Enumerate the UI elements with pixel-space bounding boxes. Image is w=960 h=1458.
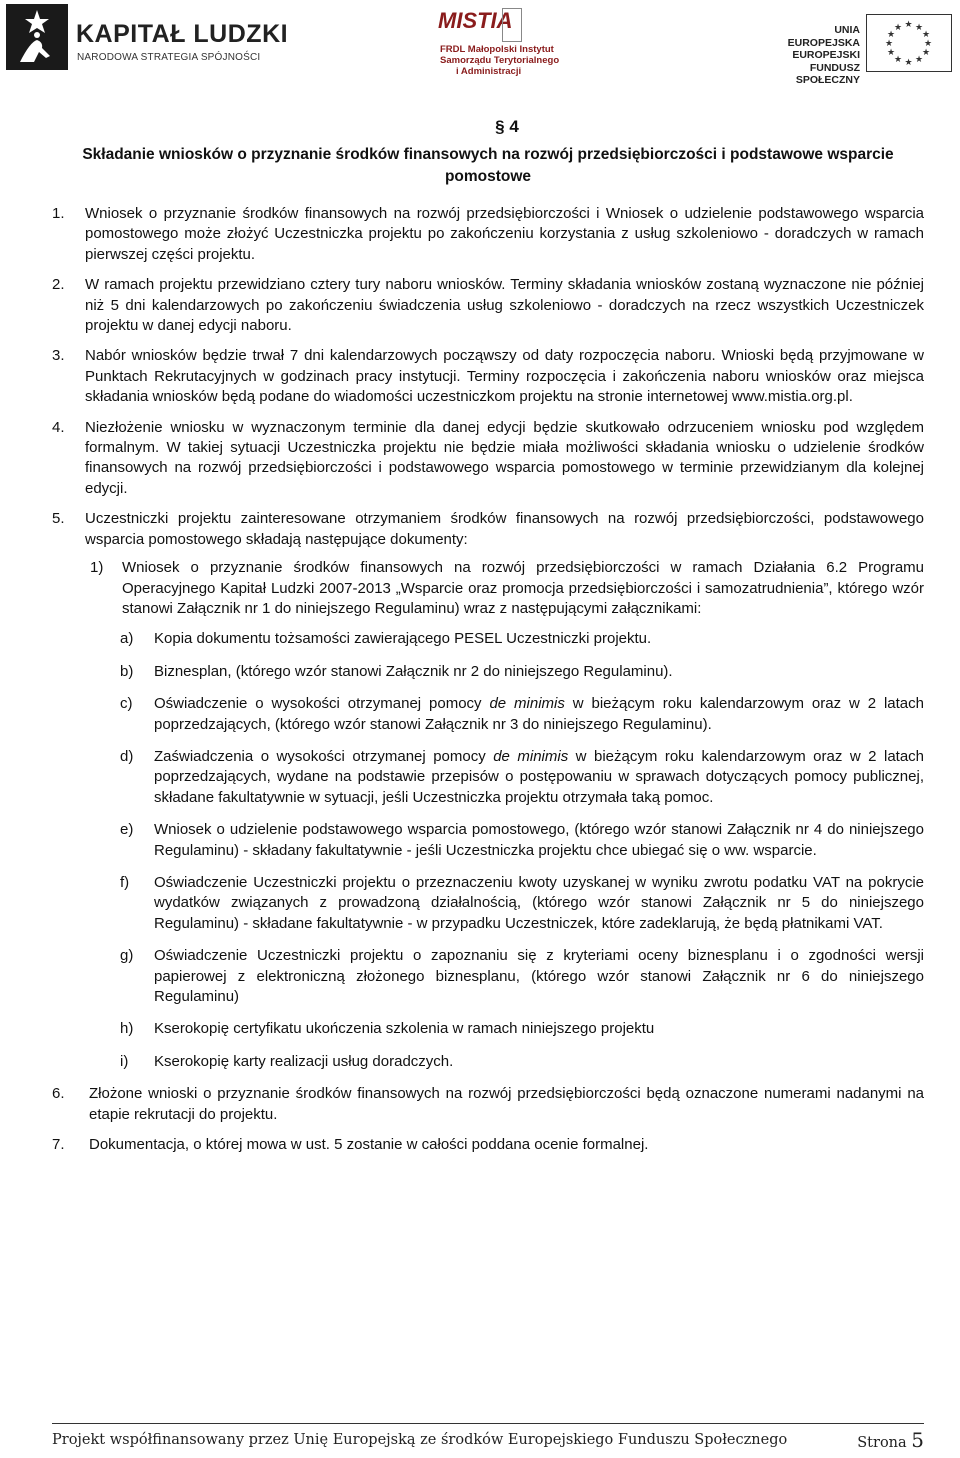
attachment-letter: c) [120,695,133,713]
attachment-item [52,694,924,735]
svg-text:★: ★ [921,30,931,40]
regulation-list [52,204,924,1155]
attachment-text-post: w bieżącym roku kalendarzowym oraz w 2 latach poprzedzających, (którego wzór stanowi Załącznik nr 3 do niniejszego Regulaminu). [154,695,924,733]
attachment-item [52,946,924,1007]
list-item [52,418,924,500]
attachment-text: Kserokopię certyfikatu ukończenia szkolenia w ramach niniejszego projektu [154,1020,655,1038]
list-item [52,1135,924,1155]
sub-item-number: 1) [90,559,104,577]
item-number: 6. [52,1085,65,1103]
item-text: Dokumentacja, o której mowa w ust. 5 zostanie w całości poddana ocenie formalnej. [89,1136,649,1154]
mistia-line-3: i Administracji [456,66,522,77]
list-item [52,204,924,265]
item-number: 2. [52,276,65,294]
sub-item-text: Wniosek o przyznanie środków finansowych na rozwój przedsiębiorczości w ramach Działania 6.2 Programu Operacyjnego Kapitał Ludzki 2007-2013 „Wsparcie oraz promocja przedsiębiorczości i samozatrudnienia”, którego wzór stanowi Załącznik nr 1 do niniejszego Regulaminu) wraz z następującymi załącznikami: [122,559,924,617]
kapital-ludzki-subtitle: NARODOWA STRATEGIA SPÓJNOŚCI [77,52,261,63]
list-item [52,275,924,336]
item-text: Złożone wnioski o przyznanie środków finansowych na rozwój przedsiębiorczości będą oznaczone numerami nadanymi na etapie rekrutacji do projektu. [89,1085,924,1123]
item-number: 5. [52,510,65,528]
attachment-letter: i) [120,1052,129,1070]
mistia-line-1: FRDL Małopolski Instytut [440,44,554,55]
item-number: 3. [52,347,65,365]
attachment-text: Wniosek o udzielenie podstawowego wsparcia pomostowego, (którego wzór stanowi Załącznik nr 4 do niniejszego Regulaminu) - składany fakultatywnie - jeśli Uczestniczka projektu chce ubiegać się o ww. wsparcie. [154,821,924,859]
document-body [52,116,924,1165]
list-item [52,509,924,1072]
attachment-item [52,820,924,861]
item-number: 4. [52,418,65,436]
eu-text [764,24,860,87]
attachment-letter: g) [120,947,134,965]
item-text: Wniosek o przyznanie środków finansowych na rozwój przedsiębiorczości i Wniosek o udzielenie podstawowego wsparcia pomostowego może złożyć Uczestniczka projektu po zakończeniu korzystania z usług szkoleniowo - doradczych w ramach pierwszej części projektu. [85,205,924,263]
attachment-item [52,747,924,808]
attachment-text: Oświadczenie Uczestniczki projektu o przeznaczeniu kwoty uzyskanej w wyniku zwrotu podatku VAT na pokrycie wydatków związanych z prowadzoną działalnością, (którego wzór stanowi Załącznik nr 5 do niniejszego Regulaminu) - składane fakultatywnie - w przypadku Uczestniczek, które zadeklarują, że będą płatnikami VAT. [154,873,924,932]
item-text: Nabór wniosków będzie trwał 7 dni kalendarzowych począwszy od daty rozpoczęcia naboru. Wnioski będą przyjmowane w Punktach Rekrutacyjnych w godzinach pracy instytucji. Terminy rozpoczęcia i zakończenia naboru wniosków oraz miejsca składania wniosków będą podane do wiadomości uczestniczkom projektu na stronie internetowej www.mistia.org.pl. [85,347,924,406]
svg-text:★: ★ [893,55,903,65]
item-text: Niezłożenie wniosku w wyznaczonym terminie dla danej edycji będzie skutkowało odrzuceniem wniosku pod względem formalnym. W takiej sytuacji Uczestniczka projektu nie będzie miała możliwości składania wniosku o udzielenie środków finansowych na rozwój przedsiębiorczości i podstawowego wsparcia pomostowego w terminie przewidzianym dla kolejnej edycji. [85,418,924,497]
eu-line-1: UNIA EUROPEJSKA [787,24,860,49]
attachment-letter: a) [120,630,134,648]
attachment-letter: e) [120,821,134,839]
attachment-item [52,629,924,649]
attachment-text: Biznesplan, (którego wzór stanowi Załącznik nr 2 do niniejszego Regulaminu). [154,662,673,680]
svg-text:★: ★ [923,39,933,49]
attachment-item [52,1052,924,1072]
kapital-ludzki-emblem-icon [6,4,68,70]
attachment-list [52,629,924,1072]
mistia-badge-icon [502,8,522,42]
attachment-text: Oświadczenie Uczestniczki projektu o zapoznaniu się z kryteriami oceny biznesplanu i o zgodności wersji papierowej z elektroniczną złożonego biznesplanu, (którego wzór stanowi Załącznik nr 6 do niniejszego Regulaminu) [154,947,924,1005]
list-item [52,1084,924,1125]
attachment-letter: h) [120,1020,134,1038]
item-text: Uczestniczki projektu zainteresowane otrzymaniem środków finansowych na rozwój przedsiębiorczości, podstawowego wsparcia pomostowego składają następujące dokumenty: [85,510,924,548]
item-number: 1. [52,205,65,222]
mistia-name: MISTIA [438,8,513,33]
footer-divider [52,1423,924,1424]
eu-line-3: FUNDUSZ SPOŁECZNY [795,61,860,86]
mistia-logo [410,4,560,82]
svg-text:★: ★ [886,48,896,58]
mistia-institute-text [440,44,559,77]
page-indicator [857,1428,924,1452]
svg-text:★: ★ [884,39,894,49]
page-label: Strona [857,1435,907,1451]
page-number: 5 [911,1428,924,1452]
attachment-item [52,873,924,934]
svg-text:★: ★ [914,23,924,33]
svg-text:★: ★ [893,23,903,33]
eu-line-2: EUROPEJSKI [792,49,860,61]
section-title: Składanie wniosków o przyznanie środków finansowych na rozwój przedsiębiorczości i podstawowe wsparcie pomostowe [82,146,894,185]
item-text: W ramach projektu przewidziano cztery tury naboru wniosków. Terminy składania wniosków zostaną wyznaczone nie później niż 5 dni kalendarzowych po zakończeniu świadczenia usług szkoleniowo - doradczych na rzecz wszystkich Uczestniczek projektu w danej edycji naboru. [85,276,924,335]
section-number: § 4 [495,117,519,136]
attachment-letter: f) [120,873,130,891]
svg-text:★: ★ [914,55,924,65]
kapital-ludzki-logo [6,2,289,74]
attachment-text: Kserokopię karty realizacji usług doradczych. [154,1052,454,1070]
svg-text:★: ★ [904,20,913,30]
eu-flag-icon [866,14,952,72]
mistia-line-2: Samorządu Terytorialnego [440,55,560,66]
list-item [52,346,924,407]
item-number: 7. [52,1136,65,1154]
svg-text:★: ★ [904,58,913,68]
attachment-item [52,1019,924,1039]
attachment-letter: b) [120,662,134,680]
attachment-text-pre: Oświadczenie o wysokości otrzymanej pomocy [154,695,490,713]
kapital-ludzki-title: KAPITAŁ LUDZKI [76,20,289,48]
svg-text:★: ★ [886,30,896,40]
attachment-text: Kopia dokumentu tożsamości zawierającego PESEL Uczestniczki projektu. [154,630,652,648]
attachment-text-pre: Zaświadczenia o wysokości otrzymanej pomocy [154,747,494,765]
attachment-item [52,662,924,682]
attachment-letter: d) [120,747,134,765]
attachment-text-em: de minimis [489,695,565,713]
eu-logo [764,14,956,86]
sub-item [52,558,924,619]
attachment-text-em: de minimis [493,747,569,765]
footer-cofinancing-text: Projekt współfinansowany przez Unię Europejską ze środków Europejskiego Funduszu Społecznego [52,1432,788,1448]
attachment-text-post: w bieżącym roku kalendarzowym oraz w 2 latach poprzedzających, wydane na podstawie przepisów o postępowaniu w sprawach dotyczących pomocy publicznej, składane fakultatywnie w sytuacji, jeśli Uczestniczka projektu otrzymała taką pomoc. [154,747,925,806]
svg-text:★: ★ [921,48,931,58]
